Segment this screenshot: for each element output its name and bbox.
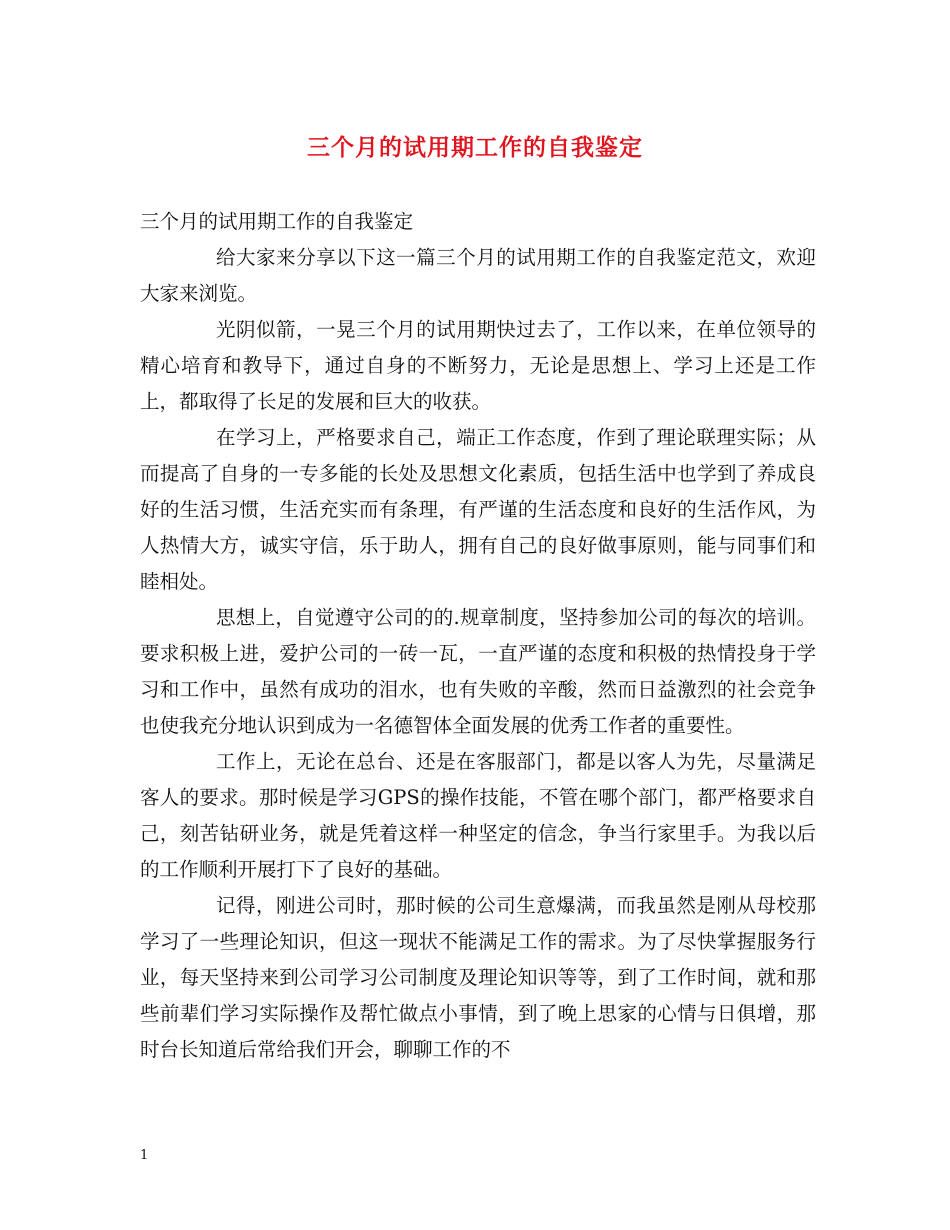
paragraph: 思想上，自觉遵守公司的的.规章制度，坚持参加公司的每次的培训。要求积极上进，爱护公司的一砖一瓦，一直严谨的态度和积极的热情投身于学习和工作中，虽然有成功的泪水，也有失败的辛酸，然而日益激烈的社会竞争也使我充分地认识到成为一名德智体全面发展的优秀工作者的重要性。: [140, 606, 816, 737]
document-subtitle: 三个月的试用期工作的自我鉴定: [140, 210, 414, 233]
page-number: 1: [140, 1148, 149, 1163]
paragraph: 在学习上，严格要求自己，端正工作态度，作到了理论联理实际；从而提高了自身的一专多能的长处及思想文化素质，包括生活中也学到了养成良好的生活习惯，生活充实而有条理，有严谨的生活态度和良好的生活作风，为人热情大方，诚实守信，乐于助人，拥有自己的良好做事原则，能与同事们和睦相处。: [140, 426, 816, 593]
paragraph: 工作上，无论在总台、还是在客服部门，都是以客人为先，尽量满足客人的要求。那时候是学习GPS的操作技能，不管在哪个部门，都严格要求自己，刻苦钻研业务，就是凭着这样一种坚定的信念，争当行家里手。为我以后的工作顺利开展打下了良好的基础。: [140, 750, 816, 881]
paragraph: 给大家来分享以下这一篇三个月的试用期工作的自我鉴定范文，欢迎大家来浏览。: [140, 246, 816, 305]
paragraph: 记得，刚进公司时，那时候的公司生意爆满，而我虽然是刚从母校那学习了一些理论知识，但这一现状不能满足工作的需求。为了尽快掌握服务行业，每天坚持来到公司学习公司制度及理论知识等等，到了工作时间，就和那些前辈们学习实际操作及帮忙做点小事情，到了晚上思家的心情与日俱增，那时台长知道后常给我们开会，聊聊工作的不: [140, 894, 816, 1061]
document-body: [140, 204, 816, 1068]
document-title: 三个月的试用期工作的自我鉴定: [307, 134, 643, 161]
paragraph: 光阴似箭，一晃三个月的试用期快过去了，工作以来，在单位领导的精心培育和教导下，通过自身的不断努力，无论是思想上、学习上还是工作上，都取得了长足的发展和巨大的收获。: [140, 318, 816, 413]
